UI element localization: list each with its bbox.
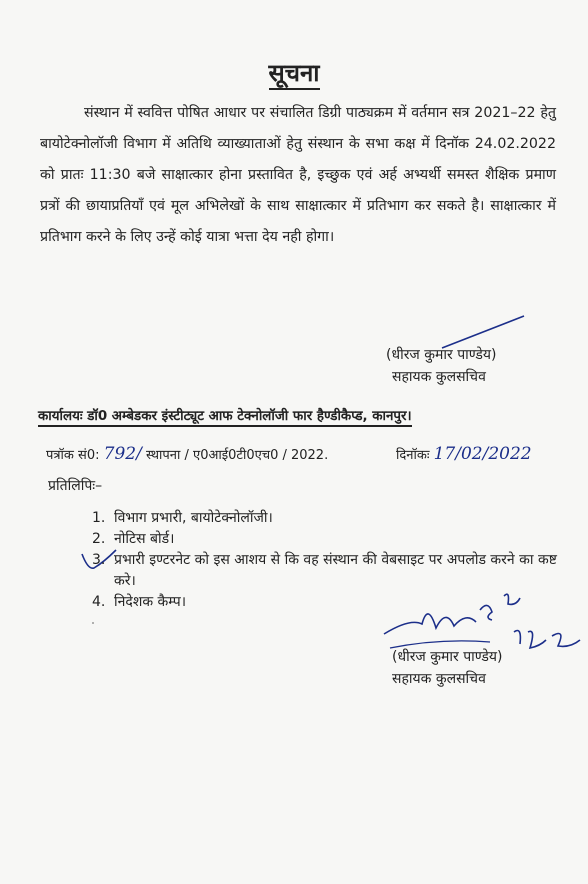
list-item: 3. प्रभारी इण्टरनेट को इस आशय से कि वह संस्थान की वेबसाइट पर अपलोड करने का कष्ट करे। (92, 552, 557, 589)
reference-number-handwritten: 792/ (103, 444, 142, 464)
list-item: 4. निदेशक कैम्प। (92, 594, 187, 610)
stray-dot (92, 622, 94, 624)
signatory-designation: सहायक कुलसचिव (392, 369, 486, 385)
notice-body: संस्थान में स्ववित्त पोषित आधार पर संचालित डिग्री पाठ्यक्रम में वर्तमान सत्र 2021–22 हेतु बायोटेक्नोलॉजी विभाग में अतिथि व्याख्याताओं हेतु संस्थान के सभा कक्ष में दिनॉक 24.02.2022 को प्रातः 11:30 बजे साक्षात्कार होना प्रस्तावित है, इच्छुक एवं अर्ह अभ्यर्थी समस्त शैक्षिक प्रमाण प्रत्रों की छायाप्रतियॉं एवं मूल अभिलेखों के साथ साक्षात्कार में प्रतिभाग कर सकते है। साक्षात्कार में प्रतिभाग करने के लिए उन्हें कोई यात्रा भत्ता देय नही होगा। (40, 105, 556, 245)
list-item: 2. नोटिस बोर्ड। (92, 531, 175, 547)
reference-line (46, 444, 328, 464)
signatory2-name: (धीरज कुमार पाण्डेय) (392, 649, 503, 665)
copy-label: प्रतिलिपिः– (48, 478, 103, 494)
signatory2-block (392, 646, 503, 690)
reference-suffix: स्थापना / ए0आई0टी0एच0 / 2022. (145, 448, 329, 463)
date-handwritten: 17/02/2022 (433, 444, 532, 464)
signatory2-designation: सहायक कुलसचिव (392, 671, 486, 687)
notice-title: सूचना (0, 56, 588, 89)
signatory-block (386, 344, 497, 388)
office-line: कार्यालयः डॉ0 अम्बेडकर इंस्टीट्यूट आफ टेक्नोलॉजी फार हैण्डीकैप्ड, कानपुर। (38, 406, 412, 427)
signatory-name: (धीरज कुमार पाण्डेय) (386, 347, 497, 363)
list-item: 1. विभाग प्रभारी, बायोटेक्नोलॉजी। (92, 510, 273, 526)
reference-date (396, 444, 532, 464)
reference-prefix: पत्रॉक सं0: (46, 448, 100, 463)
date-label: दिनॉकः (396, 448, 430, 463)
